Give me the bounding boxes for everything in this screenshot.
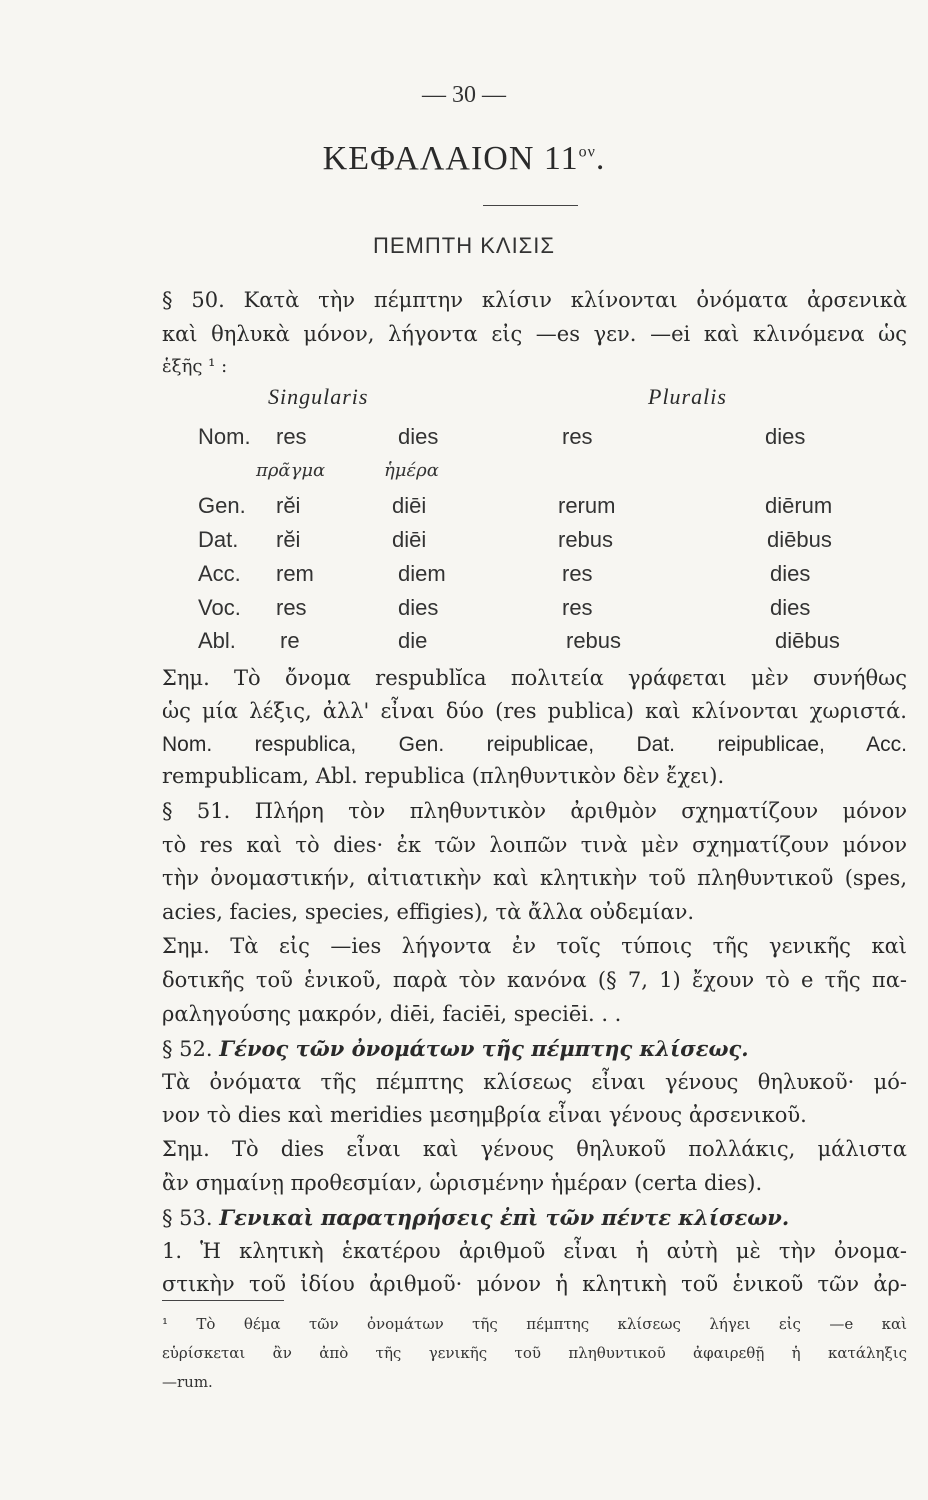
case-label: Nom. — [198, 424, 251, 449]
sg-dies-gloss: ἡμέρα — [384, 460, 439, 481]
section-53-number: § 53. — [162, 1206, 213, 1230]
intro-line: καὶ θηλυκὰ μόνον, λήγοντα εἰς —es γεν. —ei καὶ κλινόμενα ὡς — [162, 322, 907, 346]
sg-res-form: res — [276, 424, 307, 449]
sg-dies-form: diem — [398, 561, 446, 586]
section-52-line: Τὰ ὀνόματα τῆς πέμπτης κλίσεως εἶναι γένους θηλυκοῦ· μό- — [162, 1070, 907, 1094]
sg-res-gloss: πρᾶγμα — [256, 460, 326, 481]
note-line: Σημ. Τὰ εἰς —ies λήγοντα ἐν τοῖς τύποις τῆς γενικῆς καὶ — [162, 934, 907, 958]
footnote-divider — [162, 1300, 284, 1301]
pl-res-form: rebus — [566, 628, 622, 653]
sg-res-form: rĕi — [276, 527, 301, 552]
section-52-heading — [162, 1032, 907, 1066]
note-line: ὡς μία λέξις, ἀλλ' εἶναι δύο (res publica) καὶ κλίνονται χωριστά. — [162, 699, 907, 723]
pl-res-form: rerum — [558, 493, 616, 518]
intro-line: ἑξῆς ¹ : — [162, 356, 228, 377]
section-51-line: τὸ res καὶ τὸ dies· ἐκ τῶν λοιπῶν τινὰ μὲν σχηματίζουν μόνον — [162, 833, 907, 857]
note-line: δοτικῆς τοῦ ἑνικοῦ, παρὰ τὸν κανόνα (§ 7, 1) ἔχουν τὸ e τῆς πα- — [162, 968, 907, 992]
plural-header: Pluralis — [648, 384, 727, 409]
section-52-number: § 52. — [162, 1037, 213, 1061]
pl-dies-form: diēbus — [775, 628, 840, 653]
sg-res-form: rĕi — [276, 493, 301, 518]
sg-res-form: rem — [276, 561, 314, 586]
note-line: ἂν σημαίνῃ προθεσμίαν, ὡρισμένην ἡμέραν (certa dies). — [162, 1171, 763, 1195]
pl-res-form: res — [562, 424, 593, 449]
footnote-line: εὑρίσκεται ἂν ἀπὸ τῆς γενικῆς τοῦ πληθυντικοῦ ἀφαιρεθῇ ἡ κατάληξις — [162, 1344, 907, 1362]
title-divider — [483, 205, 578, 206]
pl-dies-form: dies — [765, 424, 806, 449]
section-53-heading — [162, 1201, 907, 1235]
pl-dies-form: diērum — [765, 493, 833, 518]
page-number: — 30 — — [422, 82, 506, 108]
intro-line: § 50. Κατὰ τὴν πέμπτην κλίσιν κλίνονται ὀνόματα ἀρσενικὰ — [162, 288, 907, 312]
note-line: Σημ. Τὸ dies εἶναι καὶ γένους θηλυκοῦ πολλάκις, μάλιστα — [162, 1137, 907, 1161]
note-line: rempublicam, Abl. republica (πληθυντικὸν δὲν ἔχει). — [162, 764, 725, 788]
case-label: Acc. — [198, 561, 241, 586]
section-51-line: § 51. Πλήρη τὸν πληθυντικὸν ἀριθμὸν σχηματίζουν μόνον — [162, 799, 907, 823]
section-51-line: τὴν ὀνομαστικήν, αἰτιατικὴν καὶ κλητικὴν τοῦ πληθυντικοῦ (spes, — [162, 866, 907, 890]
pl-dies-form: dies — [770, 561, 811, 586]
sg-res-form: res — [276, 595, 307, 620]
pl-res-form: rebus — [558, 527, 614, 552]
pl-dies-form: diēbus — [767, 527, 832, 552]
section-heading: ΠΕΜΠΤΗ ΚΛΙΣΙΣ — [372, 233, 555, 258]
note-line: Nom. respublica, Gen. reipublicae, Dat. reipublicae, Acc. — [162, 733, 907, 756]
sg-res-form: re — [280, 628, 300, 653]
singular-header: Singularis — [268, 384, 369, 409]
pl-dies-form: dies — [770, 595, 811, 620]
footnote-line: —rum. — [162, 1373, 213, 1391]
sg-dies-form: diēi — [392, 527, 427, 552]
chapter-title-dot: . — [595, 140, 606, 177]
case-label: Voc. — [198, 595, 241, 620]
chapter-title-text: ΚΕΦΑΛΑΙΟΝ 11 — [322, 140, 579, 177]
section-52-line: νον τὸ dies καὶ meridies μεσημβρία εἶναι γένους ἀρσενικοῦ. — [162, 1103, 807, 1127]
section-52-title: Γένος τῶν ὀνομάτων τῆς πέμπτης κλίσεως. — [219, 1036, 749, 1061]
note-line: ραληγούσης μακρόν, diēi, faciēi, speciēi. . . — [162, 1002, 622, 1026]
section-53-title: Γενικαὶ παρατηρήσεις ἐπὶ τῶν πέντε κλίσεων. — [219, 1205, 790, 1230]
case-label: Gen. — [198, 493, 246, 518]
case-label: Abl. — [198, 628, 236, 653]
section-53-line: 1. Ἡ κλητικὴ ἑκατέρου ἀριθμοῦ εἶναι ἡ αὐτὴ μὲ τὴν ὀνομα- — [162, 1239, 907, 1263]
note-line: Σημ. Τὸ ὄνομα respublĭca πολιτεία γράφεται μὲν συνήθως — [162, 666, 907, 690]
sg-dies-form: dies — [398, 595, 439, 620]
pl-res-form: res — [562, 595, 593, 620]
chapter-title — [0, 140, 928, 178]
section-51-line: acies, facies, species, effigies), τὰ ἄλλα οὐδεμίαν. — [162, 900, 695, 924]
footnote-line: ¹ Τὸ θέμα τῶν ὀνομάτων τῆς πέμπτης κλίσεως λήγει εἰς —e καὶ — [162, 1315, 907, 1333]
pl-res-form: res — [562, 561, 593, 586]
sg-dies-form: diēi — [392, 493, 427, 518]
chapter-title-sup: ον — [578, 143, 596, 161]
sg-dies-form: dies — [398, 424, 439, 449]
case-label: Dat. — [198, 527, 239, 552]
sg-dies-form: die — [398, 628, 428, 653]
section-53-line: στικὴν τοῦ ἰδίου ἀριθμοῦ· μόνον ἡ κλητικὴ τοῦ ἑνικοῦ τῶν ἀρ- — [162, 1272, 907, 1296]
